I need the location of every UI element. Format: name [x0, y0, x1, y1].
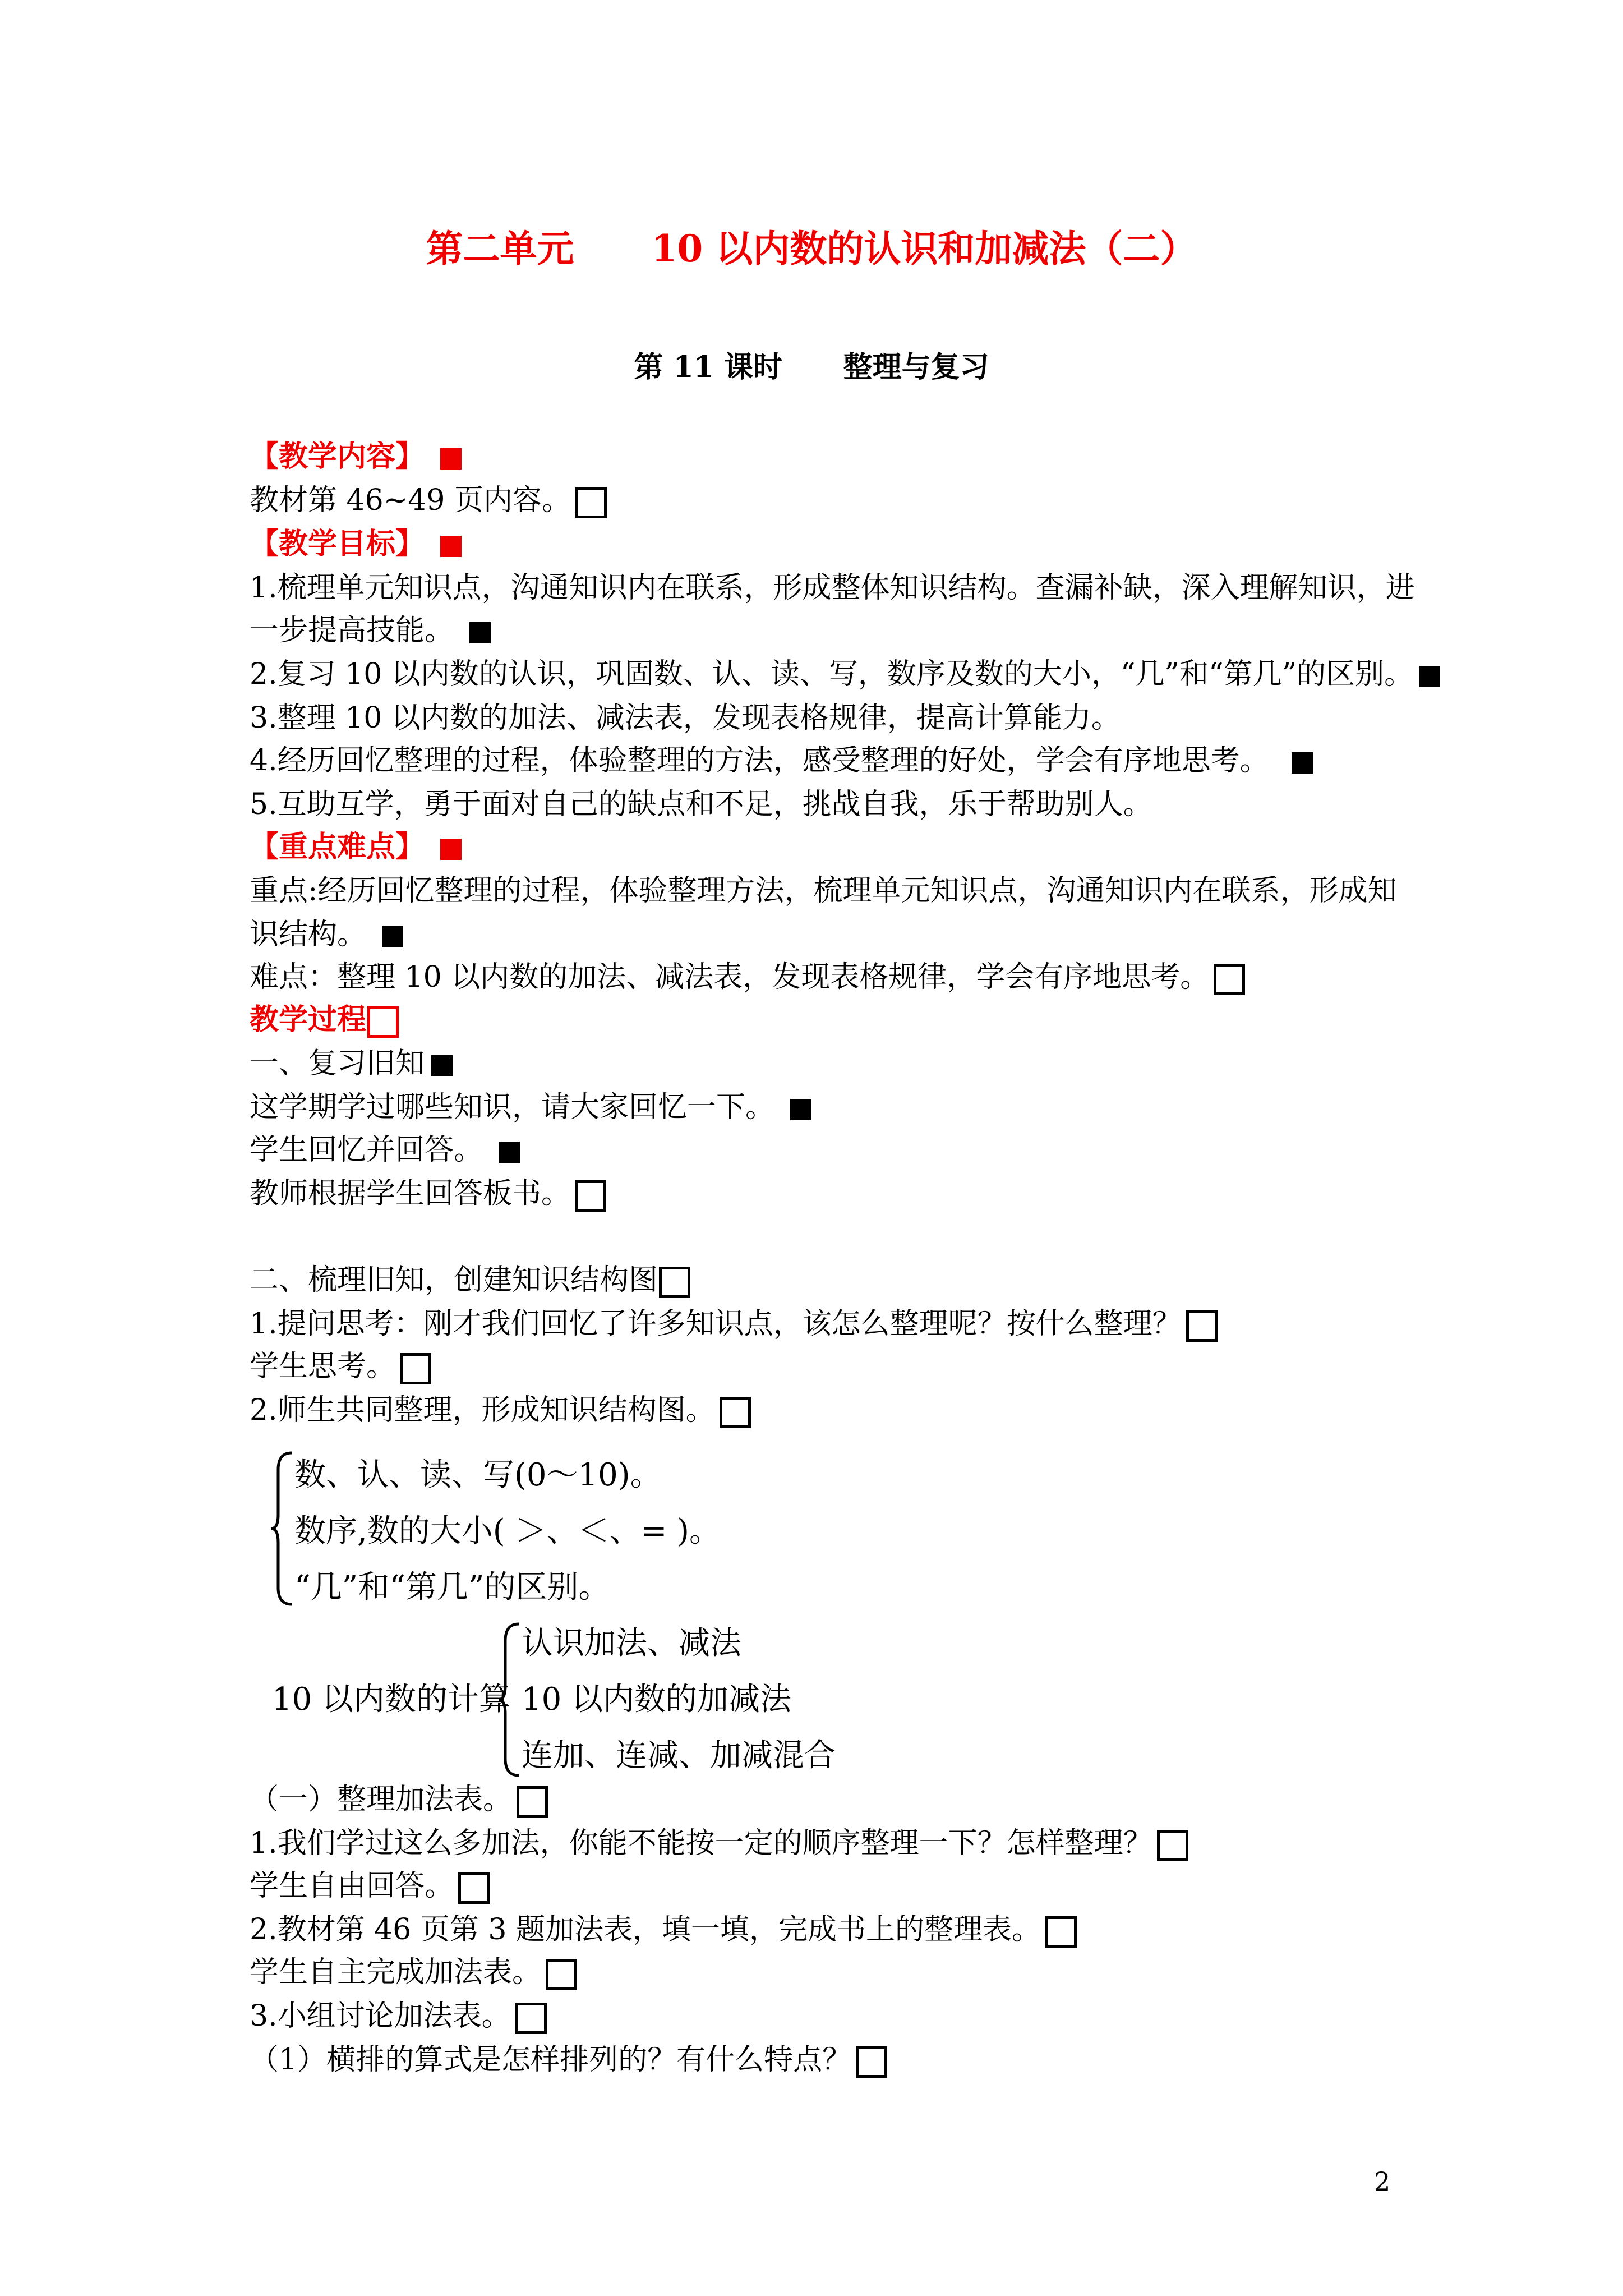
marker-square — [1419, 666, 1440, 687]
marker-square — [382, 926, 403, 947]
review-item-2: 学生回忆并回答。 — [250, 1130, 520, 1170]
checkbox[interactable] — [1157, 1830, 1188, 1861]
calc-item-3: 连加、连减、加减混合 — [522, 1737, 836, 1774]
page-title: 第二单元 10 以内数的认识和加减法（二） — [426, 227, 1197, 270]
marker-square — [440, 536, 462, 557]
structure-item-3: “几”和“第几”的区别。 — [294, 1569, 610, 1605]
goal-2: 2.复习 10 以内数的认识，巩固数、认、读、写，数序及数的大小，“几”和“第几”的区别。 — [250, 654, 1440, 694]
structure-item-2: 数序,数的大小( ＞、＜、= )。 — [294, 1513, 721, 1549]
sort-item-2: 学生思考。 — [250, 1346, 431, 1387]
addition-item-5: 3.小组讨论加法表。 — [250, 1996, 547, 2036]
review-item-1: 这学期学过哪些知识，请大家回忆一下。 — [250, 1087, 811, 1128]
checkbox[interactable] — [1186, 1310, 1218, 1342]
checkbox[interactable] — [575, 487, 607, 518]
checkbox[interactable] — [400, 1353, 431, 1384]
sort-item-1: 1.提问思考：刚才我们回忆了许多知识点，该怎么整理呢？按什么整理？ — [250, 1304, 1218, 1344]
marker-square — [469, 622, 491, 643]
addition-item-3: 2.教材第 46 页第 3 题加法表，填一填，完成书上的整理表。 — [250, 1910, 1077, 1950]
content-text: 教材第 46~49 页内容。 — [250, 480, 607, 521]
checkbox[interactable] — [458, 1872, 490, 1904]
section-heading-key: 【重点难点】 — [250, 827, 462, 867]
section-heading-goals: 【教学目标】 — [250, 524, 462, 564]
sort-heading: 二、梳理旧知，创建知识结构图 — [250, 1260, 690, 1300]
marker-square — [499, 1142, 520, 1163]
checkbox[interactable] — [720, 1397, 751, 1428]
marker-square — [431, 1055, 453, 1076]
section-heading-process: 教学过程 — [250, 1000, 399, 1040]
sort-item-3: 2.师生共同整理，形成知识结构图。 — [250, 1390, 751, 1430]
addition-heading: （一）整理加法表。 — [250, 1779, 548, 1820]
marker-square — [440, 448, 462, 470]
calc-label: 10 以内数的计算 — [272, 1681, 511, 1718]
key-point-b: 识结构。 — [250, 914, 403, 955]
section-heading-content: 【教学内容】 — [250, 436, 462, 477]
checkbox[interactable] — [856, 2046, 887, 2078]
addition-item-4: 学生自主完成加法表。 — [250, 1952, 577, 1993]
goal-1b: 一步提高技能。 — [250, 610, 491, 651]
goal-5: 5.互助互学，勇于面对自己的缺点和不足，挑战自我，乐于帮助别人。 — [250, 788, 1152, 821]
marker-square — [1292, 752, 1313, 774]
page-number: 2 — [1374, 2166, 1391, 2197]
difficult-point: 难点：整理 10 以内数的加法、减法表，发现表格规律，学会有序地思考。 — [250, 957, 1245, 997]
checkbox[interactable] — [517, 1786, 548, 1818]
goal-3: 3.整理 10 以内数的加法、减法表，发现表格规律，提高计算能力。 — [250, 701, 1121, 735]
checkbox[interactable] — [515, 2003, 547, 2034]
goal-4: 4.经历回忆整理的过程，体验整理的方法，感受整理的好处，学会有序地思考。 — [250, 740, 1313, 781]
addition-item-1: 1.我们学过这么多加法，你能不能按一定的顺序整理一下？怎样整理？ — [250, 1823, 1188, 1864]
checkbox[interactable] — [659, 1267, 690, 1298]
review-heading: 一、复习旧知 — [250, 1043, 453, 1084]
lesson-subtitle: 第 11 课时 整理与复习 — [634, 350, 989, 384]
review-item-3: 教师根据学生回答板书。 — [250, 1174, 606, 1214]
checkbox[interactable] — [367, 1006, 399, 1038]
marker-square — [790, 1099, 811, 1120]
marker-square — [440, 839, 462, 860]
checkbox[interactable] — [546, 1959, 577, 1990]
addition-item-6: （1）横排的算式是怎样排列的？有什么特点？ — [250, 2040, 887, 2080]
key-point-a: 重点:经历回忆整理的过程，体验整理方法，梳理单元知识点，沟通知识内在联系，形成知 — [250, 874, 1397, 908]
checkbox[interactable] — [1214, 964, 1245, 995]
checkbox[interactable] — [1045, 1916, 1077, 1948]
checkbox[interactable] — [575, 1180, 606, 1212]
calc-item-1: 认识加法、减法 — [522, 1625, 741, 1662]
goal-1a: 1.梳理单元知识点，沟通知识内在联系，形成整体知识结构。查漏补缺，深入理解知识，进 — [250, 571, 1415, 605]
structure-item-1: 数、认、读、写(0～10)。 — [294, 1457, 662, 1493]
calc-item-2: 10 以内数的加减法 — [522, 1681, 792, 1718]
addition-item-2: 学生自由回答。 — [250, 1866, 490, 1906]
